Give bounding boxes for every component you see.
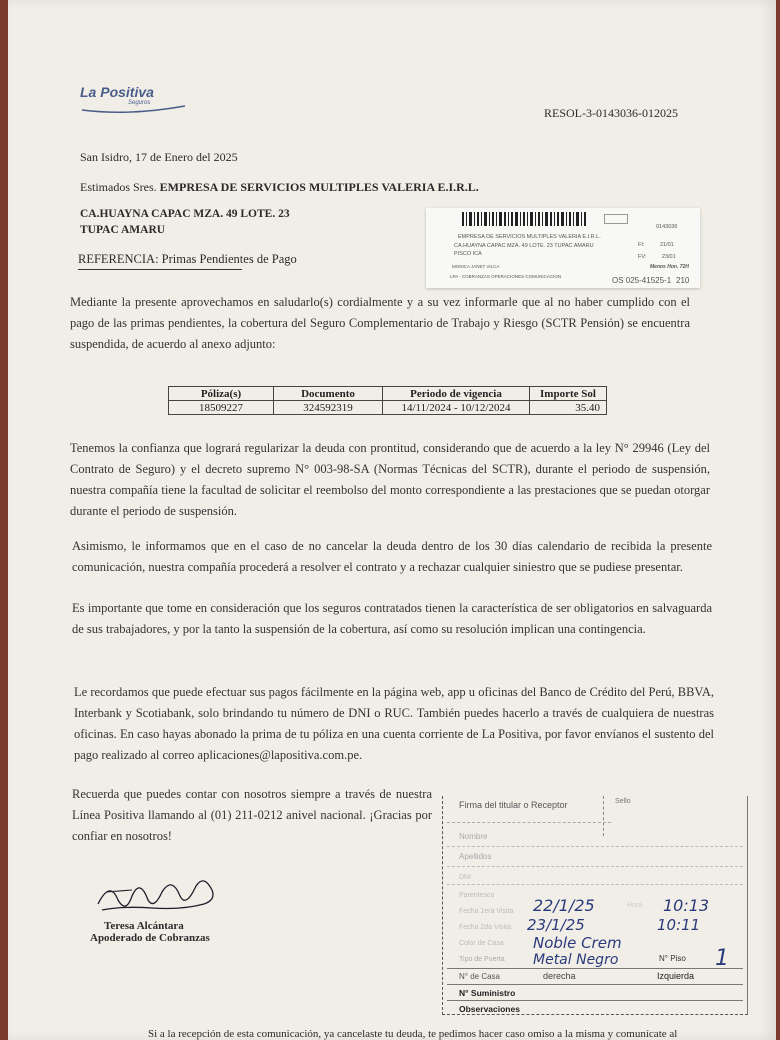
stamp-sello-label: Sello [615,798,631,805]
shipping-label [426,208,700,288]
paragraph-1: Mediante la presente aprovechamos en saludarlo(s) cordialmente y a su vez informarle que al no haber cumplido con el pago de las primas pendientes, la cobertura del Seguro Complementario de Trabajo y Riesgo (SCTR Pensión) se encuentra suspendida, de acuerdo al anexo adjunto: [70,295,690,351]
stamp-line [447,1000,743,1001]
hw-visit2-time: 10:11 [657,916,701,934]
paragraph-2: Tenemos la confianza que logrará regularizar la deuda con prontitud, considerando que de acuerdo a la ley N° 29946 (Ley del Contrato de Seguro) y el decreto supremo N° 003-98-SA (Normas Técnicas del SCTR), durante el periodo de suspensión, nuestra compañía tiene la facultad de solicitar el reembolso del monto correspondiente a las prestaciones que se puedan otorgar durante el periodo de suspensión. [70,441,710,518]
stamp-line [447,866,743,867]
stamp-field-casa: N° de Casa [459,972,500,981]
greeting-line [80,180,479,195]
label-fi-value: 21/01 [659,242,674,248]
stamp-line [447,968,743,969]
stamp-field-visita-2: Fecha 2da Visita [459,924,512,931]
label-fv-value: 23/01 [661,254,676,260]
paragraph-4: Es importante que tome en consideración que los seguros contratados tienen la característica de ser obligatorios en salvaguarda de sus trabajadores, y por la tanto la suspensión de la cobertura, así como su resolución implican una contingencia. [72,601,712,636]
hw-door: Metal Negro [533,952,619,968]
label-mini-box [604,214,628,224]
company-name: EMPRESA DE SERVICIOS MULTIPLES VALERIA E.I.R.L. [159,180,479,194]
table-row [169,401,607,415]
stamp-line [447,822,611,823]
table-header: Póliza(s) [169,387,274,401]
address-line-1: CA.HUAYNA CAPAC MZA. 49 LOTE. 23 [80,208,290,220]
table-cell: 18509227 [169,401,274,415]
paragraph-6: Recuerda que puedes contar con nosotros siempre a través de nuestra Línea Positiva llamando al (01) 211-0212 anivel nacional. ¡Gracias por confiar en nosotros! [72,787,432,843]
label-note: Menos Hon. 72H [650,264,689,270]
signature-scribble-icon [92,870,222,920]
receipt-stamp [442,796,748,1015]
label-fv-label: FV: [638,254,647,260]
stamp-line [447,984,743,985]
signature-title: Apoderado de Cobranzas [90,932,210,944]
table-cell: 14/11/2024 - 10/12/2024 [383,401,530,415]
resolution-code: RESOL-3-0143036-012025 [544,106,678,120]
label-tracking-num: 210 [676,276,690,285]
stamp-field-nombre: Nombre [459,832,488,841]
stamp-field-puerta: Tipo de Puerta [459,956,505,963]
stamp-field-piso: N° Piso [659,954,686,963]
label-fi [638,242,674,248]
hw-color: Noble Crem [533,934,622,952]
label-line-1: EMPRESA DE SERVICIOS MULTIPLES VALERIA E.I.R.L. [458,234,601,240]
stamp-line [447,846,743,847]
paragraph-5: Le recordamos que puede efectuar sus pagos fácilmente en la página web, app u oficinas del Banco de Crédito del Perú, BBVA, Interbank y Scotiabank, solo brindando tu número de DNI o RUC. También puedes hacerlo a través de cualquiera de nuestras oficinas. En caso hayas abonado la prima de tu póliza en una cuenta corriente de La Positiva, por favor envíanos el sustento del pago realizado al correo aplicaciones@lapositiva.com.pe. [74,685,714,762]
stamp-field-hora: Hora [627,902,643,909]
label-code-right: 0143036 [656,224,678,230]
stamp-divider [603,796,605,836]
label-fv [638,254,676,260]
letter-date: San Isidro, 17 de Enero del 2025 [80,150,238,164]
reference-line: REFERENCIA: Primas Pendientes de Pago [78,252,242,270]
stamp-field-visita-1: Fecha 1era Visita [459,908,514,915]
stamp-field-parentesco: Parentesco [459,892,495,899]
table-header: Periodo de vigencia [383,387,530,401]
barcode-icon [462,212,602,226]
label-fi-label: FI: [638,242,645,248]
policy-table-header-row [169,387,607,401]
paragraph-3: Asimismo, le informamos que en el caso de no cancelar la deuda dentro de los 30 días calendario de recibida la presente comunicación, nuestra compañía procederá a resolver el contrato y a rechazar cualquier siniestro que se pudiese presentar. [72,539,712,574]
stamp-line [447,884,743,885]
label-small-1: MONICA JANET VILCA [452,264,500,269]
logo-main-text: La Positiva [80,84,154,100]
address-line-2: TUPAC AMARU [80,224,166,236]
stamp-field-firma: Firma del titular o Receptor [459,800,568,810]
table-cell: 324592319 [274,401,383,415]
footer-line: Si a la recepción de esta comunicación, ya cancelaste tu deuda, te pedimos hacer caso omiso a la misma y comunícate al [148,1028,678,1040]
table-cell: 35.40 [530,401,607,415]
logo-swoosh-icon [80,104,190,114]
logo-sub-text: Seguros [128,100,151,106]
table-header: Importe Sol [530,387,607,401]
label-small-2: LPA - COBRANZAS OPERACIONES COMUNICACION [450,274,562,279]
hw-piso: 1 [715,946,729,971]
label-tracking: OS 025-41525-1 [612,276,672,285]
policy-table [168,386,607,415]
stamp-field-apellidos: Apellidos [459,852,492,861]
stamp-field-suministro: N° Suministro [459,988,516,998]
hw-casa-derecha: derecha [543,971,576,981]
stamp-field-observaciones: Observaciones [459,1004,520,1014]
stamp-field-dni: DNI [459,874,472,881]
hw-visit1-date: 22/1/25 [533,896,595,915]
label-line-3: PISCO ICA [454,251,482,257]
table-header: Documento [274,387,383,401]
signature-name: Teresa Alcántara [104,920,184,932]
policy-table-wrap [168,386,607,415]
letter-page [8,0,776,1040]
hw-visit2-date: 23/1/25 [527,916,585,934]
greeting-prefix: Estimados Sres. [80,180,157,194]
hw-casa-izquierda: Izquierda [657,971,695,981]
hw-visit1-time: 10:13 [663,896,710,915]
company-logo [80,84,154,106]
label-line-2: CA.HUAYNA CAPAC MZA. 49 LOTE. 23 TUPAC AMARU [454,243,594,249]
stamp-field-color: Color de Casa [459,940,504,947]
